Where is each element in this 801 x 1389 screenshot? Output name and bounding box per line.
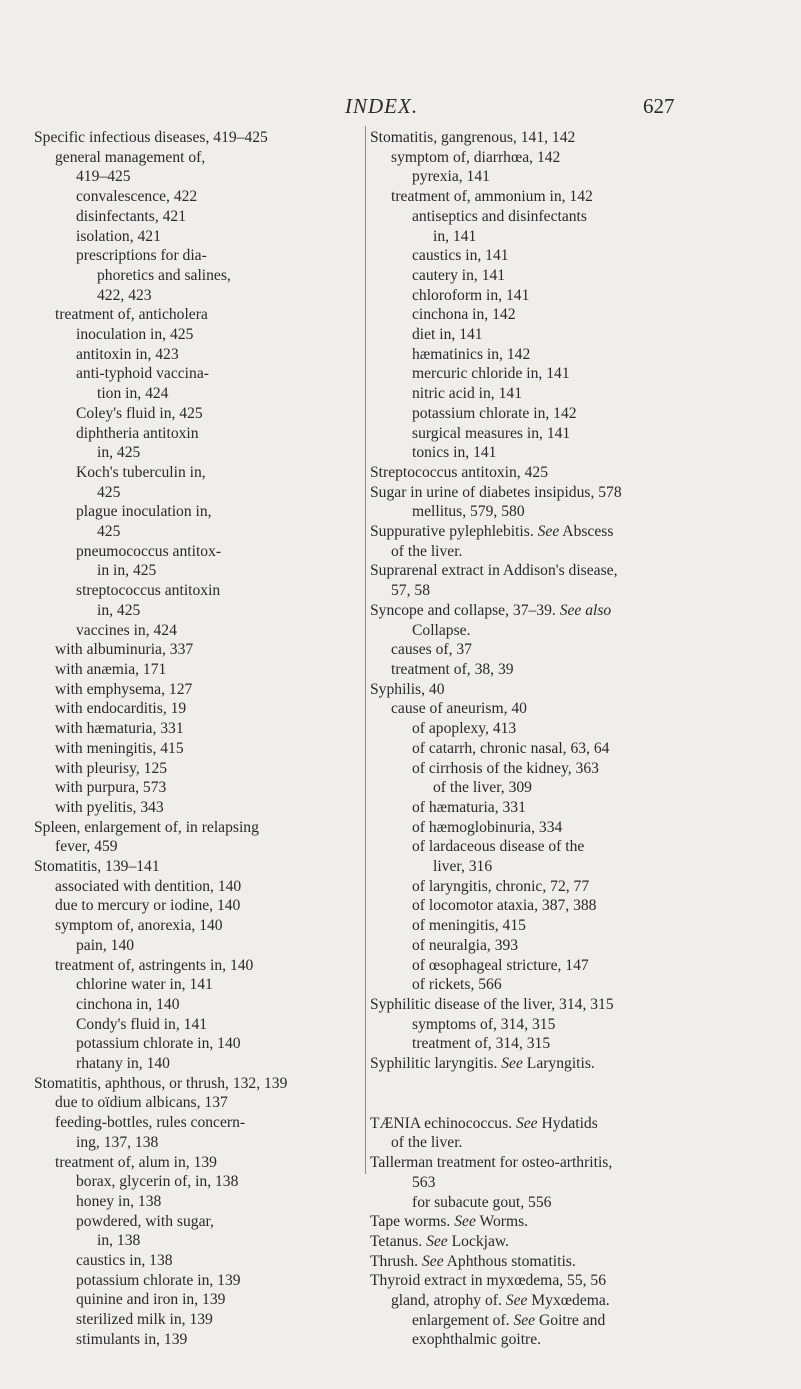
index-entry: Syphilis, 40 — [370, 680, 445, 698]
index-subentry: honey in, 138 — [76, 1192, 162, 1210]
index-subentry: plague inoculation in, — [76, 503, 212, 521]
index-subentry: of lardaceous disease of the — [412, 838, 585, 856]
index-subentry: with pleurisy, 125 — [55, 759, 168, 777]
index-subentry: mellitus, 579, 580 — [412, 503, 525, 521]
index-subentry: phoretics and salines, — [97, 266, 231, 284]
index-subentry: ing, 137, 138 — [76, 1133, 159, 1151]
index-entry: Tape worms. See Worms. — [370, 1213, 529, 1231]
index-subentry: for subacute gout, 556 — [412, 1193, 552, 1211]
index-entry: Specific infectious diseases, 419–425 — [34, 129, 268, 146]
index-subentry: pneumococcus antitox- — [76, 542, 222, 560]
index-entry: Spleen, enlargement of, in relapsing — [34, 818, 259, 836]
index-entry: Thrush. See Aphthous stomatitis. — [370, 1252, 576, 1270]
index-subentry: 425 — [97, 523, 121, 541]
index-subentry: treatment of, anticholera — [55, 306, 208, 324]
index-subentry: in in, 425 — [97, 562, 157, 580]
index-subentry: 425 — [97, 483, 121, 501]
index-subentry: caustics in, 138 — [76, 1252, 173, 1270]
index-subentry: tion in, 424 — [97, 385, 169, 403]
index-subentry: symptom of, diarrhœa, 142 — [391, 148, 561, 166]
index-subentry: caustics in, 141 — [412, 247, 509, 265]
index-subentry: with pyelitis, 343 — [55, 798, 164, 816]
index-subentry: cautery in, 141 — [412, 266, 506, 284]
index-column-left — [34, 128, 360, 1350]
index-subentry: diphtheria antitoxin — [76, 424, 199, 442]
index-subentry: feeding-bottles, rules concern- — [55, 1114, 246, 1132]
index-entry: Syphilitic laryngitis. See Laryngitis. — [370, 1055, 595, 1073]
index-subentry: of cirrhosis of the kidney, 363 — [412, 759, 599, 777]
index-subentry: antitoxin in, 423 — [76, 345, 179, 363]
index-subentry: borax, glycerin of, in, 138 — [76, 1173, 239, 1191]
index-subentry: 419–425 — [76, 168, 131, 186]
index-subentry: of the liver, 309 — [433, 779, 532, 797]
section-gap — [370, 1074, 770, 1094]
index-subentry: stimulants in, 139 — [76, 1330, 188, 1348]
index-subentry: pyrexia, 141 — [412, 168, 490, 186]
index-subentry: of catarrh, chronic nasal, 63, 64 — [412, 739, 610, 757]
index-subentry: with purpura, 573 — [55, 779, 167, 797]
index-subentry: in, 425 — [97, 444, 141, 462]
index-subentry: in, 141 — [433, 227, 477, 245]
index-subentry: convalescence, 422 — [76, 188, 198, 206]
index-subentry: of hæmoglobinuria, 334 — [412, 818, 563, 836]
index-subentry: quinine and iron in, 139 — [76, 1291, 226, 1309]
index-subentry: surgical measures in, 141 — [412, 424, 571, 442]
index-subentry: Collapse. — [412, 621, 471, 639]
index-subentry: treatment of, ammonium in, 142 — [391, 188, 593, 206]
index-subentry: exophthalmic goitre. — [412, 1331, 542, 1349]
index-subentry: tonics in, 141 — [412, 444, 497, 462]
index-subentry: gland, atrophy of. See Myxœdema. — [391, 1292, 610, 1310]
index-entry: Streptococcus antitoxin, 425 — [370, 463, 548, 481]
index-subentry: streptococcus antitoxin — [76, 582, 221, 600]
index-entry: Tetanus. See Lockjaw. — [370, 1232, 510, 1250]
index-subentry: isolation, 421 — [76, 227, 161, 245]
index-entry: Tallerman treatment for osteo-arthritis, — [370, 1154, 613, 1172]
index-subentry: with anæmia, 171 — [55, 660, 167, 678]
index-subentry: cinchona in, 140 — [76, 995, 180, 1013]
index-subentry: liver, 316 — [433, 858, 493, 876]
index-subentry: fever, 459 — [55, 838, 118, 856]
index-subentry: due to oïdium albicans, 137 — [55, 1094, 228, 1112]
index-subentry: of œsophageal stricture, 147 — [412, 956, 589, 974]
index-subentry: nitric acid in, 141 — [412, 385, 522, 403]
index-subentry: powdered, with sugar, — [76, 1212, 214, 1230]
index-subentry: with endocarditis, 19 — [55, 700, 187, 718]
index-subentry: with albuminuria, 337 — [55, 641, 194, 659]
index-subentry: treatment of, astringents in, 140 — [55, 956, 254, 974]
page-number: 627 — [643, 94, 675, 118]
index-subentry: of rickets, 566 — [412, 976, 502, 994]
index-subentry: anti-typhoid vaccina- — [76, 365, 209, 383]
index-subentry: Coley's fluid in, 425 — [76, 404, 203, 422]
index-subentry: of neuralgia, 393 — [412, 936, 519, 954]
index-entry: Stomatitis, 139–141 — [34, 858, 160, 876]
index-subentry: with meningitis, 415 — [55, 739, 184, 757]
index-subentry: potassium chlorate in, 139 — [76, 1271, 241, 1289]
index-subentry: antiseptics and disinfectants — [412, 207, 587, 225]
index-subentry: Condy's fluid in, 141 — [76, 1015, 208, 1033]
index-subentry: inoculation in, 425 — [76, 326, 194, 344]
index-subentry: chloroform in, 141 — [412, 286, 530, 304]
index-subentry: of hæmaturia, 331 — [412, 798, 526, 816]
index-entry: Stomatitis, aphthous, or thrush, 132, 139 — [34, 1074, 288, 1092]
index-subentry: enlargement of. See Goitre and — [412, 1311, 606, 1329]
index-subentry: of apoplexy, 413 — [412, 720, 517, 738]
index-column-right — [370, 128, 770, 1350]
index-entry: Stomatitis, gangrenous, 141, 142 — [370, 129, 576, 146]
index-entry: Thyroid extract in myxœdema, 55, 56 — [370, 1272, 607, 1290]
index-subentry: rhatany in, 140 — [76, 1055, 170, 1073]
index-subentry: due to mercury or iodine, 140 — [55, 897, 241, 915]
index-subentry: disinfectants, 421 — [76, 207, 187, 225]
index-subentry: mercuric chloride in, 141 — [412, 365, 570, 383]
section-gap — [370, 1094, 770, 1114]
index-subentry: vaccines in, 424 — [76, 621, 177, 639]
index-subentry: symptoms of, 314, 315 — [412, 1015, 556, 1033]
index-subentry: hæmatinics in, 142 — [412, 345, 531, 363]
index-subentry: sterilized milk in, 139 — [76, 1311, 213, 1329]
index-subentry: Koch's tuberculin in, — [76, 463, 206, 481]
running-head-title: INDEX. — [345, 94, 419, 118]
index-subentry: pain, 140 — [76, 936, 135, 954]
index-subentry: cause of aneurism, 40 — [391, 700, 527, 718]
index-subentry: potassium chlorate in, 140 — [76, 1035, 241, 1053]
index-entry: TÆNIA echinococcus. See Hydatids — [370, 1114, 598, 1132]
index-subentry: 563 — [412, 1173, 436, 1191]
index-subentry: potassium chlorate in, 142 — [412, 404, 577, 422]
index-subentry: of the liver. — [391, 1134, 463, 1152]
index-entry: Suppurative pylephlebitis. See Abscess — [370, 523, 614, 541]
index-subentry: chlorine water in, 141 — [76, 976, 213, 994]
index-subentry: in, 425 — [97, 601, 141, 619]
index-entry: Syphilitic disease of the liver, 314, 315 — [370, 995, 614, 1013]
index-subentry: cinchona in, 142 — [412, 306, 516, 324]
index-subentry: 422, 423 — [97, 286, 152, 304]
index-entry: Syncope and collapse, 37–39. See also — [370, 601, 612, 619]
index-subentry: treatment of, 314, 315 — [412, 1035, 551, 1053]
index-subentry: with hæmaturia, 331 — [55, 720, 184, 738]
index-subentry: in, 138 — [97, 1232, 141, 1250]
index-subentry: general management of, — [55, 148, 206, 166]
index-subentry: symptom of, anorexia, 140 — [55, 917, 223, 935]
index-entry: Suprarenal extract in Addison's disease, — [370, 562, 618, 580]
index-subentry: of locomotor ataxia, 387, 388 — [412, 897, 597, 915]
index-subentry: of laryngitis, chronic, 72, 77 — [412, 877, 590, 895]
index-entry: Sugar in urine of diabetes insipidus, 578 — [370, 483, 622, 501]
index-subentry: of the liver. — [391, 542, 463, 560]
index-subentry: treatment of, 38, 39 — [391, 660, 514, 678]
index-subentry: causes of, 37 — [391, 641, 472, 659]
index-subentry: prescriptions for dia- — [76, 247, 207, 265]
index-subentry: treatment of, alum in, 139 — [55, 1153, 217, 1171]
index-subentry: of meningitis, 415 — [412, 917, 526, 935]
index-subentry: with emphysema, 127 — [55, 680, 193, 698]
index-subentry: associated with dentition, 140 — [55, 877, 242, 895]
column-divider — [365, 126, 366, 1174]
index-subentry: 57, 58 — [391, 582, 430, 600]
index-subentry: diet in, 141 — [412, 326, 483, 344]
